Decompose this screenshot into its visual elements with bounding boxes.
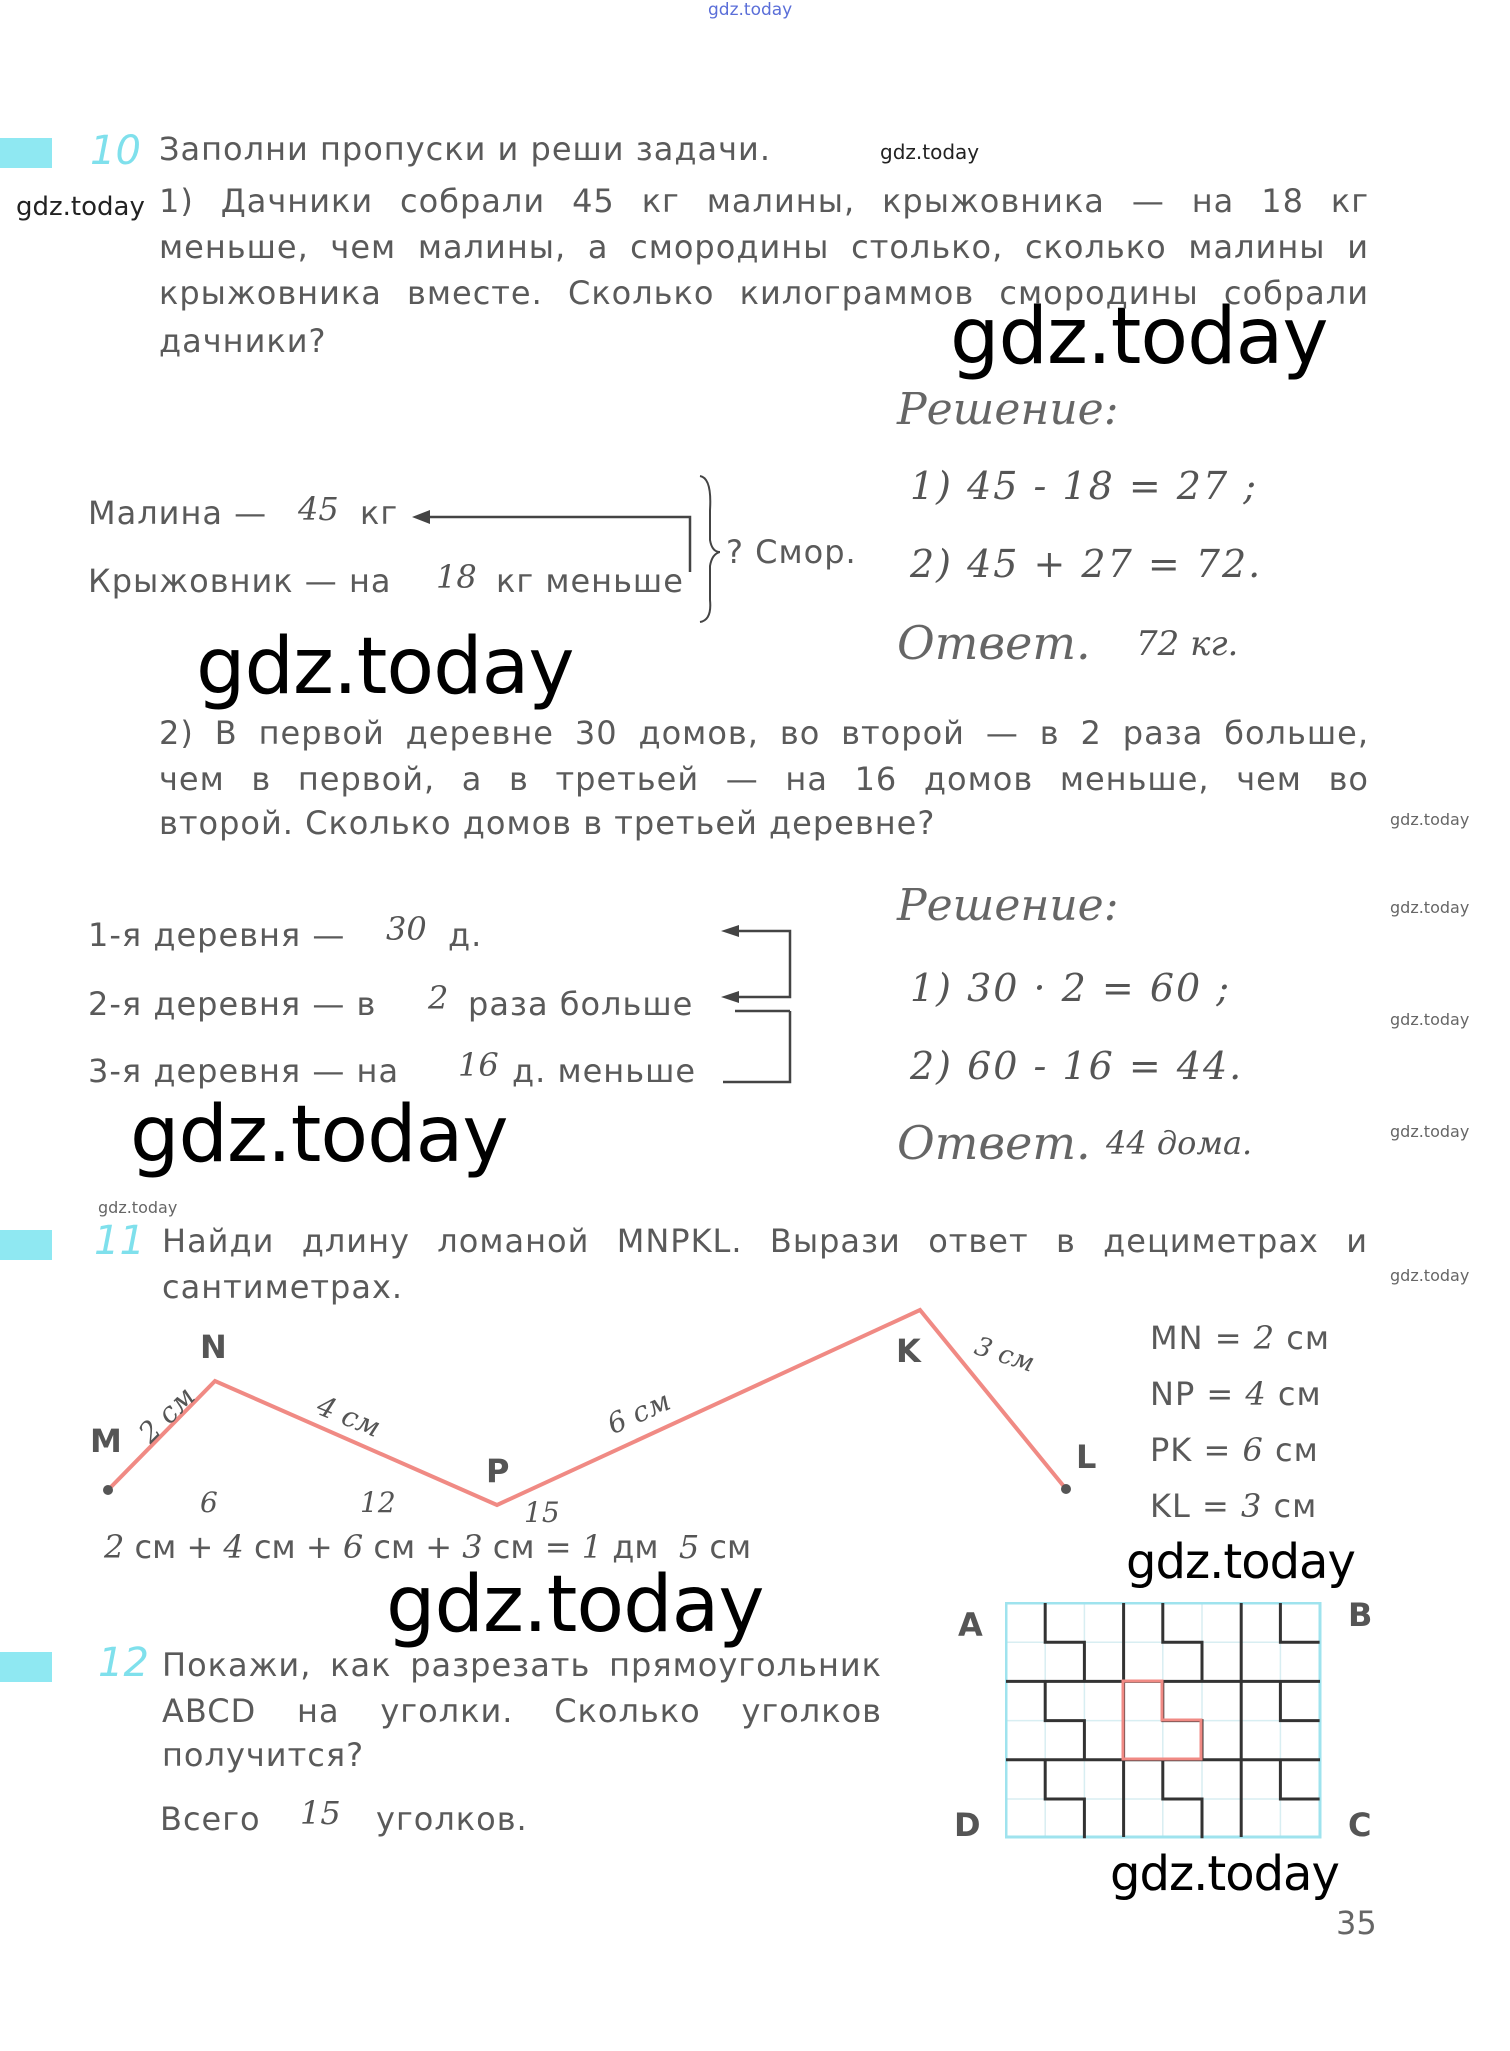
operator: + (425, 1528, 453, 1566)
length-row (1150, 1366, 1330, 1422)
watermark: gdz.today (98, 1198, 178, 1217)
operator: + (305, 1528, 333, 1566)
task-number: 12 (98, 1640, 149, 1686)
length-value: 6 (1242, 1431, 1264, 1469)
sum-value: 4 (223, 1528, 244, 1566)
unit: дм (612, 1528, 659, 1566)
problem-text: 1) Дачники собрали 45 кг малины, крыжовника — на 18 кг (159, 182, 1369, 220)
watermark: gdz.today (1390, 1266, 1470, 1285)
unit: см (373, 1528, 416, 1566)
operator: = (544, 1528, 572, 1566)
cut-line (1280, 1603, 1319, 1642)
task-marker (0, 1652, 52, 1682)
task-number: 11 (94, 1218, 145, 1264)
point-label-k: K (896, 1332, 921, 1370)
watermark: gdz.today (196, 622, 574, 712)
corner-label-d: D (954, 1806, 981, 1844)
segment-note: 4 см (312, 1388, 386, 1445)
diagram-label: 3-я деревня — на (88, 1052, 400, 1090)
solution-step: 1) 30 · 2 = 60 ; (910, 966, 1232, 1010)
length-value: 4 (1245, 1375, 1267, 1413)
diagram-arrows (715, 915, 795, 1090)
answer-value: 44 дома. (1106, 1124, 1253, 1162)
length-value: 2 (1253, 1319, 1276, 1357)
solution-step: 2) 60 - 16 = 44. (910, 1044, 1244, 1088)
answer-value: 72 кг. (1136, 624, 1239, 664)
answer-suffix: уголков. (376, 1800, 528, 1838)
diagram-value: 45 (298, 490, 339, 528)
cut-line (1280, 1760, 1319, 1799)
answer-value: 15 (300, 1794, 341, 1832)
unit: см (1273, 1487, 1318, 1525)
solution-step: 2) 45 + 27 = 72. (910, 542, 1263, 586)
diagram-unit: кг меньше (496, 562, 684, 600)
unit: см (134, 1528, 177, 1566)
length-label: NP = (1150, 1375, 1235, 1413)
problem-text: дачники? (159, 322, 327, 360)
diagram-label: 1-я деревня — (88, 916, 346, 954)
cut-line (1163, 1760, 1202, 1838)
running-sum: 12 (360, 1486, 396, 1519)
watermark: gdz.today (1390, 810, 1470, 829)
problem-text: ABCD на уголки. Сколько уголков (162, 1692, 882, 1730)
point-label-m: M (90, 1422, 122, 1460)
watermark: gdz.today (880, 140, 980, 164)
unit: см (1277, 1375, 1322, 1413)
watermark: gdz.today (1390, 1010, 1470, 1029)
diagram-unit: кг (360, 494, 399, 532)
cut-line (1163, 1603, 1202, 1681)
task-marker (0, 1230, 52, 1260)
segment-lengths (1150, 1310, 1330, 1534)
task-marker (0, 138, 52, 168)
answer-label: Ответ. (897, 1116, 1091, 1170)
diagram-unit: д. меньше (512, 1052, 697, 1090)
diagram-value: 2 (428, 979, 449, 1017)
problem-text: второй. Сколько домов в третьей деревне? (159, 804, 936, 842)
unit: см (253, 1528, 296, 1566)
task-title: Заполни пропуски и реши задачи. (159, 130, 771, 168)
cut-line (1045, 1681, 1084, 1759)
watermark: gdz.today (1126, 1534, 1355, 1590)
length-value: 3 (1240, 1487, 1263, 1525)
point-label-l: L (1076, 1438, 1097, 1476)
solution-step: 1) 45 - 18 = 27 ; (910, 464, 1259, 508)
watermark: gdz.today (1390, 898, 1470, 917)
corner-label-b: B (1348, 1596, 1373, 1634)
segment-note: 6 см (602, 1384, 676, 1441)
diagram-label: Малина — (88, 494, 268, 532)
problem-text: меньше, чем малины, а смородины столько, сколько малины и (159, 228, 1369, 266)
sum-cm: 5 (678, 1528, 700, 1566)
problem-text: Покажи, как разрезать прямоугольник (162, 1646, 882, 1684)
diagram-question: ? Смор. (726, 533, 857, 571)
watermark: gdz.today (386, 1560, 764, 1650)
task-number: 10 (90, 128, 141, 174)
diagram-label: Крыжовник — на (88, 562, 392, 600)
corner-label-a: A (958, 1606, 983, 1644)
problem-text: получится? (162, 1736, 365, 1774)
point-label-n: N (200, 1328, 227, 1366)
answer-prefix: Всего (160, 1800, 261, 1838)
diagram-arrows (400, 470, 720, 630)
diagram-value: 18 (436, 558, 477, 596)
sum-value: 6 (342, 1528, 364, 1566)
solution-heading: Решение: (897, 880, 1119, 931)
unit: см (709, 1528, 752, 1566)
problem-text: чем в первой, а в третьей — на 16 домов меньше, чем во (159, 760, 1369, 798)
watermark: gdz.today (16, 192, 145, 222)
length-label: KL = (1150, 1487, 1230, 1525)
corner-label-c: C (1348, 1806, 1372, 1844)
diagram-value: 30 (386, 910, 427, 948)
rectangle-abcd-grid (1005, 1602, 1323, 1840)
diagram-unit: раза больше (468, 985, 694, 1023)
page-number: 35 (1336, 1904, 1377, 1942)
point-label-p: P (486, 1452, 510, 1490)
length-label: MN = (1150, 1319, 1243, 1357)
watermark: gdz.today (130, 1090, 508, 1180)
segment-note: 3 см (970, 1331, 1039, 1379)
problem-text: крыжовника вместе. Сколько килограммов смородины собрали (159, 274, 1369, 312)
diagram-unit: д. (448, 916, 483, 954)
length-label: PK = (1150, 1431, 1232, 1469)
sum-equation (104, 1528, 751, 1566)
length-row (1150, 1478, 1330, 1534)
sum-value: 2 (104, 1528, 125, 1566)
cut-line (1045, 1760, 1084, 1838)
unit: см (1274, 1431, 1319, 1469)
length-row (1150, 1310, 1330, 1366)
solution-heading: Решение: (897, 384, 1119, 435)
segment-note: 2 см (131, 1379, 202, 1450)
cut-line (1280, 1681, 1319, 1720)
running-sum: 15 (524, 1496, 560, 1529)
problem-text: 2) В первой деревне 30 домов, во второй — в 2 раза больше, (159, 714, 1369, 752)
operator: + (186, 1528, 214, 1566)
answer-label: Ответ. (897, 616, 1091, 670)
unit: см (492, 1528, 535, 1566)
diagram-label: 2-я деревня — в (88, 985, 377, 1023)
problem-text: Найди длину ломаной MNPKL. Вырази ответ в дециметрах и (162, 1222, 1368, 1260)
problem-text: сантиметрах. (162, 1268, 404, 1306)
watermark-top: gdz.today (708, 0, 793, 20)
cut-line (1045, 1603, 1084, 1681)
unit: см (1286, 1319, 1330, 1357)
watermark: gdz.today (1110, 1846, 1339, 1902)
length-row (1150, 1422, 1330, 1478)
running-sum: 6 (200, 1486, 218, 1519)
sum-dm: 1 (581, 1528, 603, 1566)
sum-value: 3 (462, 1528, 483, 1566)
watermark: gdz.today (1390, 1122, 1470, 1141)
diagram-value: 16 (458, 1046, 499, 1084)
watermark: gdz.today (950, 292, 1328, 382)
